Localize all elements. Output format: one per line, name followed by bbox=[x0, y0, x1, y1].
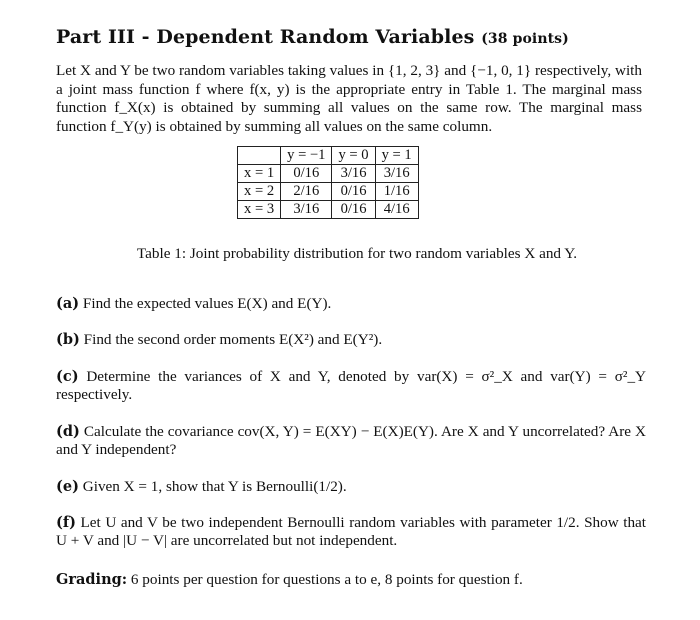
intro-paragraph bbox=[56, 62, 642, 136]
question-e bbox=[56, 478, 646, 496]
table-corner-cell bbox=[238, 147, 281, 165]
table-cell: 3/16 bbox=[332, 165, 375, 183]
question-label: (a) bbox=[56, 295, 80, 312]
table-row bbox=[238, 165, 419, 183]
table-header-row bbox=[238, 147, 419, 165]
grading-text: 6 points per question for questions a to e, 8 points for question f. bbox=[130, 571, 523, 588]
table-cell: 3/16 bbox=[375, 165, 418, 183]
grading-label: Grading: bbox=[56, 571, 128, 588]
question-d bbox=[56, 423, 646, 459]
table-cell: 1/16 bbox=[375, 183, 418, 201]
question-label: (e) bbox=[56, 478, 79, 495]
question-label: (d) bbox=[56, 423, 80, 440]
question-b bbox=[56, 331, 646, 349]
intro-sentence-2: The marginal mass function f_X(x) is obtained by summing all values on the same row. bbox=[56, 80, 643, 116]
section-heading bbox=[56, 26, 646, 48]
question-label: (b) bbox=[56, 331, 80, 348]
question-label: (c) bbox=[56, 368, 79, 385]
question-text: Find the expected values E(X) and E(Y). bbox=[82, 295, 332, 312]
table-caption: Table 1: Joint probability distribution for two random variables X and Y. bbox=[136, 245, 578, 262]
table-row-label: x = 2 bbox=[238, 183, 281, 201]
table-row-label: x = 3 bbox=[238, 201, 281, 219]
grading-note bbox=[56, 571, 646, 589]
question-c bbox=[56, 368, 646, 404]
question-text: Determine the variances of X and Y, denoted by var(X) = σ²_X and var(Y) = σ²_Y respectively. bbox=[56, 368, 647, 403]
table-cell: 0/16 bbox=[281, 165, 332, 183]
question-f bbox=[56, 514, 646, 550]
question-text: Given X = 1, show that Y is Bernoulli(1/2). bbox=[82, 478, 347, 495]
table-col-header: y = −1 bbox=[281, 147, 332, 165]
table-cell: 2/16 bbox=[281, 183, 332, 201]
section-title: Part III - Dependent Random Variables bbox=[56, 26, 475, 48]
table-cell: 4/16 bbox=[375, 201, 418, 219]
question-text: Let U and V be two independent Bernoulli random variables with parameter 1/2. Show that U + V and |U − V| are uncorrelated but not independent. bbox=[56, 514, 647, 549]
intro-sentence-3: The marginal mass function f_Y(y) is obtained by summing all values on the same column. bbox=[56, 99, 642, 135]
question-label: (f) bbox=[56, 514, 76, 531]
table-col-header: y = 1 bbox=[375, 147, 418, 165]
joint-probability-table bbox=[237, 146, 419, 219]
question-text: Calculate the covariance cov(X, Y) = E(XY) − E(X)E(Y). Are X and Y uncorrelated? Are X and Y independent? bbox=[56, 423, 647, 458]
question-a bbox=[56, 295, 646, 313]
table-row bbox=[238, 201, 419, 219]
table-col-header: y = 0 bbox=[332, 147, 375, 165]
table-cell: 0/16 bbox=[332, 183, 375, 201]
table-row-label: x = 1 bbox=[238, 165, 281, 183]
table-cell: 3/16 bbox=[281, 201, 332, 219]
table-row bbox=[238, 183, 419, 201]
table-cell: 0/16 bbox=[332, 201, 375, 219]
document-page bbox=[56, 26, 646, 589]
question-text: Find the second order moments E(X²) and E(Y²). bbox=[83, 331, 383, 348]
section-points: (38 points) bbox=[481, 31, 569, 47]
intro-sentence-1: Let X and Y be two random variables taking values in {1, 2, 3} and {−1, 0, 1} respectively, with a joint mass function f where f(x, y) is the appropriate entry in Table 1. bbox=[56, 62, 642, 98]
